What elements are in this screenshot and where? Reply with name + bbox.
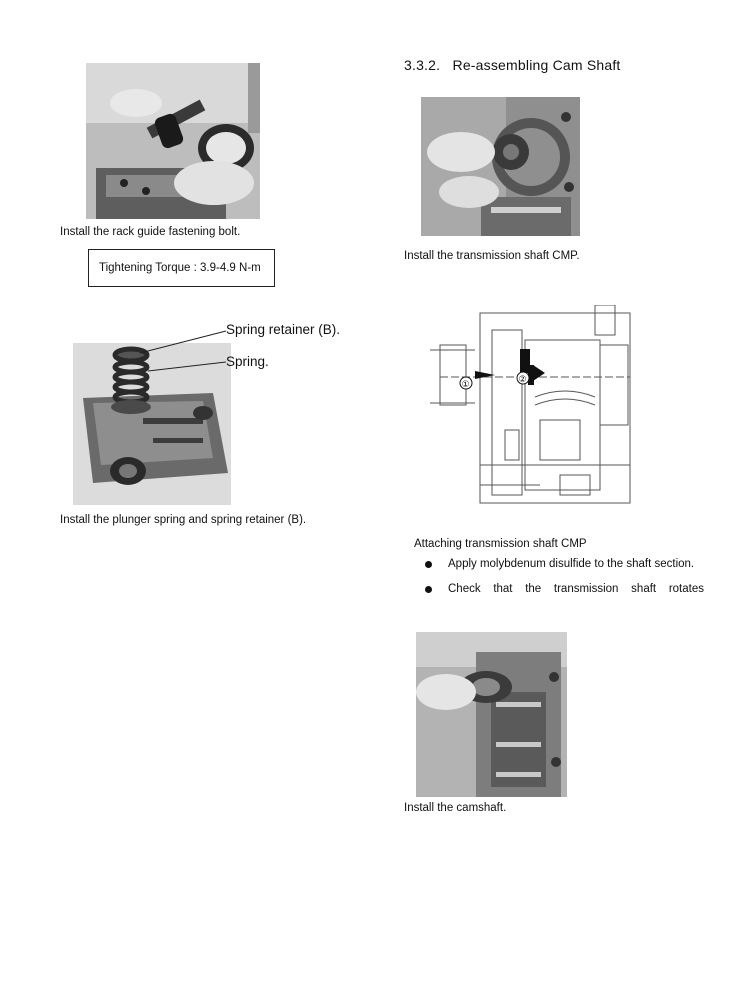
bullet-word: shaft [631, 583, 657, 595]
attach-heading: Attaching transmission shaft CMP [414, 538, 587, 550]
spring-retainer-callout: Spring retainer (B). [226, 322, 341, 337]
section-number: 3.3.2. [404, 57, 441, 73]
diagram-label-1: ① [461, 380, 470, 390]
bullet-icon [425, 561, 432, 568]
tightening-torque-label: Tightening Torque : 3.9-4.9 N-m [99, 262, 261, 274]
camshaft-caption: Install the camshaft. [404, 802, 507, 814]
diagram-label-2: ② [518, 375, 527, 385]
bullet-text-2 [448, 583, 704, 595]
plunger-spring-photo [73, 343, 231, 505]
plunger-spring-caption: Install the plunger spring and spring retainer (B). [60, 514, 307, 526]
spring-callout: Spring. [226, 354, 269, 369]
section-title: Re-assembling Cam Shaft [452, 57, 621, 73]
bullet-word: transmission [553, 583, 619, 595]
transmission-shaft-caption: Install the transmission shaft CMP. [404, 250, 580, 262]
bullet-text-1: Apply molybdenum disulfide to the shaft section. [448, 558, 695, 570]
bullet-word: that [493, 583, 513, 595]
transmission-shaft-diagram [420, 305, 632, 507]
tightening-torque-box [88, 249, 275, 287]
bullet-item [425, 583, 704, 595]
rack-guide-photo [86, 63, 260, 219]
bullet-word: Check [448, 583, 481, 595]
bullet-word: the [525, 583, 542, 595]
section-heading [404, 57, 621, 73]
rack-guide-caption: Install the rack guide fastening bolt. [60, 226, 241, 238]
bullet-icon [425, 586, 432, 593]
transmission-shaft-photo [421, 97, 580, 236]
camshaft-photo [416, 632, 567, 797]
bullet-item [425, 558, 694, 570]
bullet-word: rotates [668, 583, 704, 595]
